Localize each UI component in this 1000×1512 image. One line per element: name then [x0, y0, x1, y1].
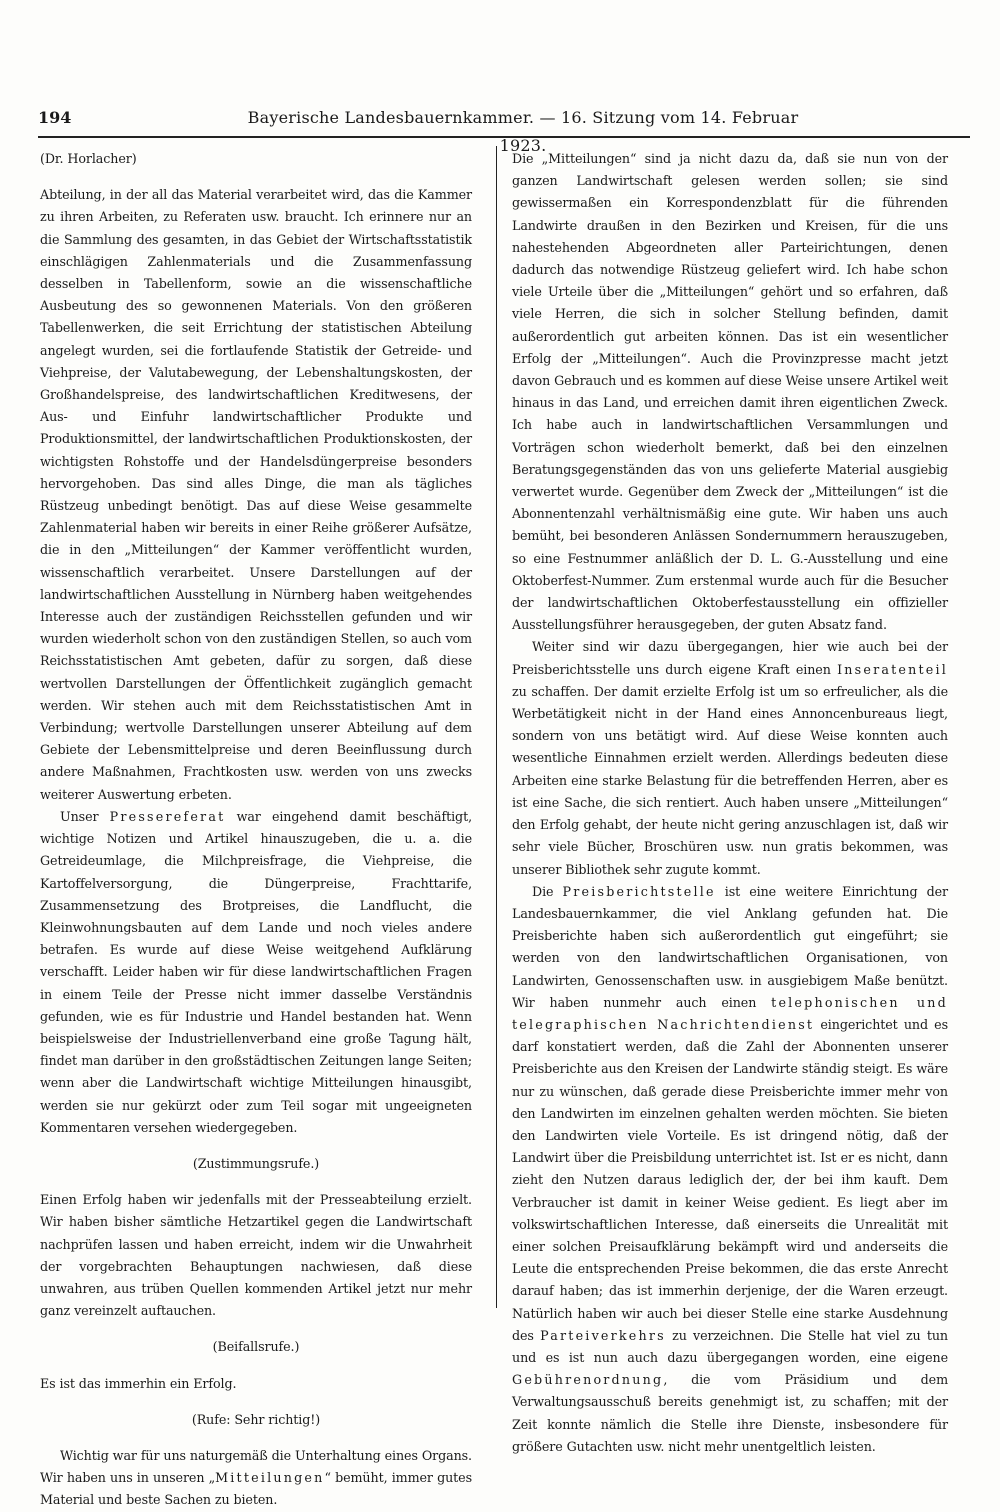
emphasis-mitteilungen: Mitteilungen	[215, 1470, 325, 1486]
page-header	[38, 104, 970, 155]
paragraph	[512, 881, 948, 1458]
left-column	[40, 148, 472, 1512]
right-column	[512, 148, 948, 1458]
interjection: (Zustimmungsrufe.)	[192, 1155, 320, 1171]
emphasis-price-office: Preisberichtstelle	[562, 883, 716, 899]
emphasis-press-department: Pressereferat	[109, 808, 226, 824]
text-run: Die	[532, 883, 563, 899]
text-run: Weiter sind wir dazu übergegangen, hier wie auch bei der Preisberichtsstelle uns durch eigene Kraft einen	[512, 639, 948, 677]
page-number: 194	[38, 108, 72, 127]
emphasis-advertising: Inseratenteil	[837, 661, 948, 677]
speaker-label: (Dr. Horlacher)	[40, 151, 137, 166]
running-title: Bayerische Landesbauernkammer. — 16. Sitzung vom 14. Februar 1923.	[247, 108, 799, 155]
paragraph: Einen Erfolg haben wir jedenfalls mit der Presseabteilung erzielt. Wir haben bisher sämtliche Hetzartikel gegen die Landwirtschaft nachprüfen lassen und haben erreicht, indem wir die Unwahrheit der vorgebrachten Behauptungen nachwiesen, daß diese unwahren, aus trüben Quellen kommenden Artikel jetzt nur mehr ganz vereinzelt auftauchen.	[40, 1192, 472, 1319]
text-run: war eingehend damit beschäftigt, wichtige Notizen und Artikel hinauszugeben, die u. a. die Getreideumlage, die Milchpreisfrage, die Viehpreise, die Kartoffelversorgung, die Düngerpreise, Frachttarife, Zusammensetzung des Brotpreises, die Landflucht, die Kleinwohnungsbauten auf dem Lande und noch vieles andere betrafen. Es wurde auf diese Weise weitgehend Aufklärung verschafft. Leider haben wir für diese landwirtschaftlichen Fragen in einem Teile der Presse nicht immer dasselbe Verständnis gefunden, wie es für Industrie und Handel bestanden hat. Wenn beispielsweise der Industriellenverband eine große Tagung hält, findet man darüber in den großstädtischen Zeitungen lange Seiten; wenn aber die Landwirtschaft wichtige Mitteilungen hinausgibt, werden sie nur gekürzt oder zum Teil sogar mit ungeeigneten Kommentaren versehen wiedergegeben.	[40, 808, 473, 1135]
interjection: (Beifallsrufe.)	[212, 1339, 300, 1355]
header-rule	[38, 136, 970, 138]
text-run: Wichtig war für uns naturgemäß die Unterhaltung eines Organs. Wir haben uns in unseren „	[40, 1447, 472, 1486]
text-run: Unser	[60, 808, 110, 824]
text-run: eingerichtet und es darf konstatiert werden, daß die Zahl der Abonnenten unserer Preisberichte aus den Kreisen der Landwirte ständig steigt. Es wäre nur zu wünschen, daß gerade diese Preisberichte immer mehr von den Landwirten im einzelnen gehalten werden möchten. Sie bieten den Landwirten viele Vorteile. Es ist dringend nötig, daß der Landwirt über die Preisbildung unterrichtet ist. Ist er es nicht, dann zieht den Nutzen daraus lediglich der, der bei ihm kauft. Dem Verbraucher ist damit in keiner Weise gedient. Es liegt aber im volkswirtschaftlichen Interesse, daß einerseits die Unrealität mit einer solchen Preisaufklärung bekämpft wird und anderseits die Leute die entsprechenden Preise bekommen, die das erste Anrecht darauf haben; das ist immerhin derjenige, der die Waren erzeugt. Natürlich haben wir auch bei dieser Stelle eine starke Ausdehnung des	[512, 1016, 949, 1343]
emphasis-fee-schedule: Gebührenordnung	[512, 1372, 664, 1388]
text-run: ist eine weitere Einrichtung der Landesbauernkammer, die viel Anklang gefunden hat. Die Preisberichte haben sich außerordentlich gut eingeführt; sie werden von den landwirtschaftlichen Organisationen, von Landwirten, Genossenschaften usw. in ausgiebigem Maße benützt. Wir haben nunmehr auch einen	[512, 883, 948, 1010]
emphasis-party-traffic: Parteiverkehrs	[540, 1327, 666, 1343]
paragraph: Abteilung, in der all das Material verarbeitet wird, das die Kammer zu ihren Arbeiten, zu Referaten usw. braucht. Ich erinnere nur an die Sammlung des gesamten, in das Gebiet der Wirtschaftsstatistik einschlägigen Zahlenmaterials und die Zusammenfassung desselben in Tabellenform, sowie an die wissenschaftliche Ausbeutung des so gewonnenen Materials. Von den größeren Tabellenwerken, die seit Errichtung der statistischen Abteilung angelegt wurden, sei die fortlaufende Statistik der Getreide- und Viehpreise, der Valutabewegung, der Lebenshaltungskosten, der Großhandelspreise, des landwirtschaftlichen Kreditwesens, der Aus- und Einfuhr landwirtschaftlicher Produkte und Produktionsmittel, der landwirtschaftlichen Produktionskosten, der wichtigsten Rohstoffe und der Handelsdüngerpreise besonders hervorgehoben. Das sind alles Dinge, die man als tägliches Rüstzeug unbedingt benötigt. Das auf diese Weise gesammelte Zahlenmaterial haben wir bereits in einer Reihe größerer Aufsätze, die in den „Mitteilungen“ der Kammer veröffentlicht wurden, wissenschaftlich verarbeitet. Unsere Darstellungen auf der landwirtschaftlichen Ausstellung in Nürnberg haben weitgehendes Interesse auch der zuständigen Reichsstellen gefunden und wir wurden wiederholt schon von den zuständigen Stellen, so auch vom Reichsstatistischen Amt gebeten, dafür zu sorgen, daß diese wertvollen Darstellungen der Öffentlichkeit zugänglich gemacht werden. Wir stehen auch mit dem Reichsstatistischen Amt in Verbindung; wertvolle Darstellungen unserer Abteilung auf dem Gebiete der Lebensmittelpreise und deren Beeinflussung durch andere Maßnahmen, Frachtkosten usw. werden von uns zwecks weiterer Auswertung erbeten.	[40, 187, 472, 802]
paragraph	[512, 636, 948, 880]
paragraph	[40, 1445, 472, 1512]
paragraph: Die „Mitteilungen“ sind ja nicht dazu da, daß sie nun von der ganzen Landwirtschaft gelesen werden sollen; sie sind gewissermaßen ein Korrespondenzblatt für die führenden Landwirte draußen in den Bezirken und Kreisen, für die uns nahestehenden Abgeordneten aller Parteirichtungen, denen dadurch das notwendige Rüstzeug geliefert wird. Ich habe schon viele Urteile über die „Mitteilungen“ gehört und so erfahren, daß viele Herren, die sich in solcher Stellung befinden, damit außerordentlich gut arbeiten können. Das ist ein wesentlicher Erfolg der „Mitteilungen“. Auch die Provinzpresse macht jetzt davon Gebrauch und es kommen auf diese Weise unsere Artikel weit hinaus in das Land, und erreichen damit ihren eigentlichen Zweck. Ich habe auch in landwirtschaftlichen Versammlungen und Vorträgen schon wiederholt bemerkt, daß bei den einzelnen Beratungsgegenständen das von uns gelieferte Material ausgiebig verwertet wurde. Gegenüber dem Zweck der „Mitteilungen“ ist die Abonnentenzahl verhältnismäßig eine gute. Wir haben uns auch bemüht, bei besonderen Anlässen Sondernummern herauszugeben, so eine Festnummer anläßlich der D. L. G.-Ausstellung und eine Oktoberfest-Nummer. Zum erstenmal wurde auch für die Besucher der landwirtschaftlichen Oktoberfestausstellung ein offizieller Ausstellungsführer herausgegeben, der guten Absatz fand.	[512, 151, 948, 633]
text-run: , die vom Präsidium und dem Verwaltungsausschuß bereits genehmigt ist, zu schaffen; mit der Zeit konnte nämlich die Stelle ihre Dienste, insbesondere für größere Gutachten usw. nicht mehr unentgeltlich leisten.	[512, 1372, 948, 1454]
text-run: zu verzeichnen. Die Stelle hat viel zu tun und es ist nun auch dazu übergegangen worden, eine eigene	[512, 1327, 948, 1365]
text-run: zu schaffen. Der damit erzielte Erfolg ist um so erfreulicher, als die Werbetätigkeit nicht in der Hand eines Annoncenbureaus liegt, sondern von uns betätigt wird. Auf diese Weise konnten auch wesentliche Einnahmen erzielt werden. Allerdings bedeuten diese Arbeiten eine starke Belastung für die betreffenden Herren, aber es ist eine Sache, die sich rentiert. Auch haben unsere „Mitteilungen“ den Erfolg gehabt, der heute nicht gering anzuschlagen ist, daß wir sehr viele Bücher, Broschüren usw. nun gratis bekommen, was unserer Bibliothek sehr zugute kommt.	[512, 683, 948, 877]
interjection: (Rufe: Sehr richtig!)	[191, 1411, 321, 1427]
paragraph: Es ist das immerhin ein Erfolg.	[40, 1375, 237, 1391]
column-divider	[496, 146, 497, 1308]
paragraph	[40, 806, 472, 1139]
emphasis-news-service: telephonischen und telegraphischen Nachrichtendienst	[512, 994, 948, 1032]
text-run: “ bemüht, immer gutes Material und beste Sachen zu bieten.	[40, 1470, 472, 1508]
